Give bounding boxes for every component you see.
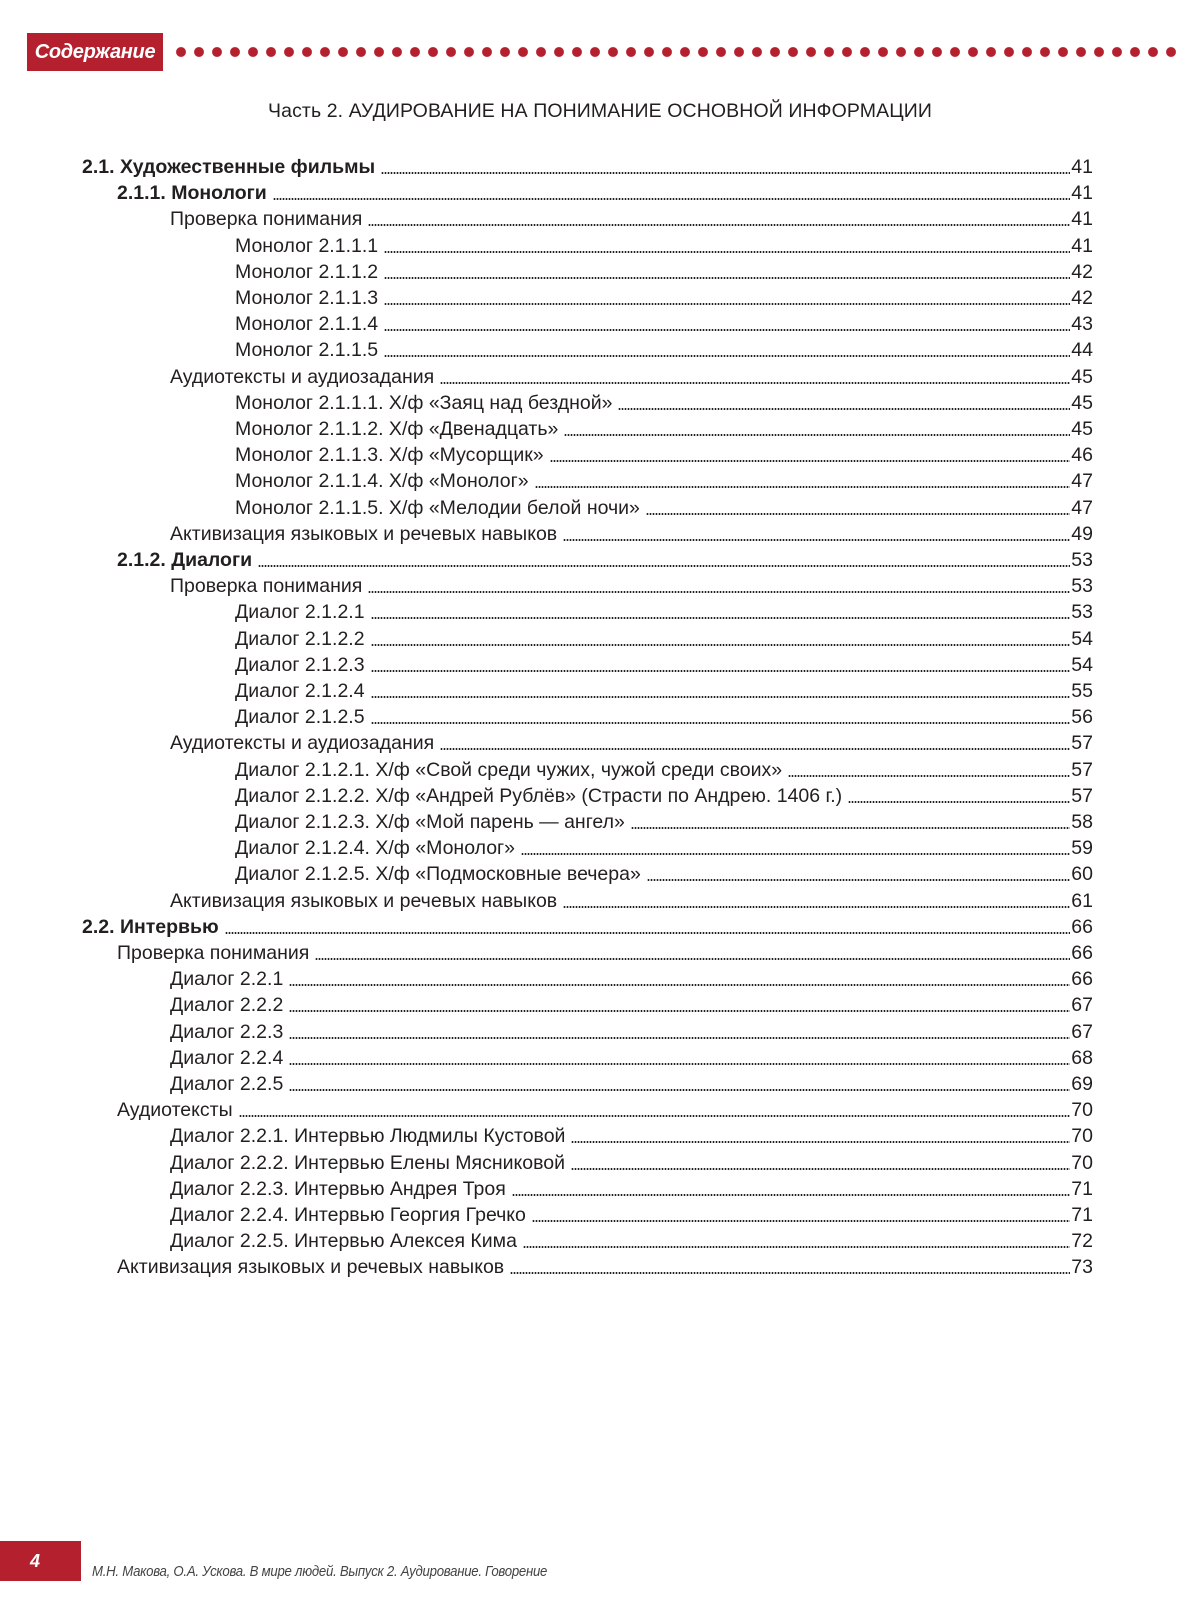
toc-entry-title: Аудиотексты <box>117 1099 233 1122</box>
toc-entry-title: Аудиотексты и аудиозадания <box>170 732 435 755</box>
toc-entry[interactable] <box>170 728 1093 755</box>
toc-entry-page: 43 <box>1071 313 1093 336</box>
toc-dot-leader <box>571 1141 1070 1143</box>
toc-dot-leader <box>440 748 1070 750</box>
toc-entry-page: 71 <box>1071 1204 1093 1226</box>
toc-entry-title: Монолог 2.1.1.5 <box>235 339 379 362</box>
toc-entry[interactable] <box>235 597 1093 624</box>
toc-entry[interactable] <box>235 650 1093 677</box>
toc-entry[interactable] <box>235 414 1093 441</box>
toc-entry-page: 42 <box>1071 287 1093 309</box>
toc-entry[interactable] <box>235 624 1093 651</box>
toc-entry-page: 53 <box>1071 549 1093 571</box>
toc-entry-title: 2.1. Художественные фильмы <box>82 156 376 178</box>
toc-dot-leader <box>384 303 1070 305</box>
toc-entry-page: 58 <box>1071 811 1093 833</box>
toc-entry[interactable] <box>235 440 1093 467</box>
toc-entry[interactable] <box>117 545 1093 572</box>
toc-entry[interactable] <box>235 493 1093 520</box>
toc-entry-page: 57 <box>1071 758 1093 781</box>
toc-entry-page: 73 <box>1071 1256 1093 1279</box>
toc-entry-title: Активизация языковых и речевых навыков <box>117 1256 505 1279</box>
toc-entry-title: Диалог 2.2.4. Интервью Георгия Гречко <box>170 1204 526 1226</box>
toc-entry-page: 61 <box>1071 889 1093 912</box>
header-dot-rule <box>172 46 1184 58</box>
toc-dot-leader <box>564 434 1070 436</box>
toc-entry-page: 69 <box>1071 1073 1093 1095</box>
toc-entry-page: 66 <box>1071 942 1093 964</box>
toc-entry-page: 45 <box>1071 391 1093 414</box>
toc-entry-title: 2.1.1. Монологи <box>117 182 267 205</box>
toc-entry-page: 41 <box>1071 208 1093 231</box>
toc-dot-leader <box>368 591 1070 593</box>
toc-dot-leader <box>523 1246 1070 1248</box>
toc-entry-title: Диалог 2.2.1. Интервью Людмилы Кустовой <box>170 1125 566 1148</box>
toc-entry-title: Диалог 2.1.2.5. Х/ф «Подмосковные вечера» <box>235 863 641 886</box>
toc-entry-page: 71 <box>1071 1177 1093 1200</box>
toc-entry-title: Диалог 2.1.2.3. Х/ф «Мой парень — ангел» <box>235 811 625 833</box>
toc-dot-leader <box>384 355 1070 357</box>
toc-dot-leader <box>289 1037 1070 1039</box>
toc-entry-title: Диалог 2.1.2.2. Х/ф «Андрей Рублёв» (Страсти по Андрею. 1406 г.) <box>235 784 843 807</box>
toc-entry-title: Проверка понимания <box>170 208 363 231</box>
toc-entry-title: Диалог 2.1.2.4 <box>235 680 365 702</box>
toc-entry[interactable] <box>82 152 1093 179</box>
toc-entry-title: Диалог 2.2.5 <box>170 1073 284 1095</box>
toc-entry[interactable] <box>170 204 1093 231</box>
toc-entry-page: 68 <box>1071 1046 1093 1069</box>
toc-entry-page: 55 <box>1071 680 1093 702</box>
toc-entry[interactable] <box>170 1226 1093 1253</box>
toc-entry-title: Проверка понимания <box>117 942 310 964</box>
toc-entry-page: 66 <box>1071 915 1093 938</box>
toc-dot-leader <box>512 1194 1071 1196</box>
toc-entry-page: 66 <box>1071 968 1093 991</box>
toc-entry-title: Монолог 2.1.1.1. Х/ф «Заяц над бездной» <box>235 391 613 414</box>
toc-dot-leader <box>273 198 1071 200</box>
toc-entry-title: Диалог 2.1.2.5 <box>235 706 365 729</box>
toc-entry-page: 70 <box>1071 1125 1093 1148</box>
toc-dot-leader <box>289 984 1070 986</box>
toc-entry[interactable] <box>235 755 1093 782</box>
toc-entry-title: Активизация языковых и речевых навыков <box>170 522 558 545</box>
toc-entry-page: 41 <box>1071 156 1093 178</box>
toc-entry[interactable] <box>117 1252 1093 1279</box>
toc-entry[interactable] <box>235 283 1093 310</box>
toc-dot-leader <box>646 513 1070 515</box>
toc-entry-title: Диалог 2.1.2.1. Х/ф «Свой среди чужих, чужой среди своих» <box>235 758 783 781</box>
toc-dot-leader <box>440 382 1070 384</box>
toc-dot-leader <box>521 853 1070 855</box>
toc-dot-leader <box>788 775 1070 777</box>
toc-entry-page: 49 <box>1071 522 1093 545</box>
toc-entry[interactable] <box>235 466 1093 493</box>
toc-entry[interactable] <box>170 1017 1093 1044</box>
toc-entry-title: Диалог 2.2.2. Интервью Елены Мясниковой <box>170 1151 565 1174</box>
toc-dot-leader <box>563 539 1070 541</box>
footer-book-reference: М.Н. Макова, О.А. Ускова. В мире людей. Выпуск 2. Аудирование. Говорение <box>92 1563 548 1580</box>
toc-entry[interactable] <box>117 938 1093 965</box>
toc-dot-leader <box>258 565 1070 567</box>
toc-entry[interactable] <box>235 309 1093 336</box>
toc-entry-page: 41 <box>1071 182 1093 205</box>
toc-entry-title: Проверка понимания <box>170 575 363 598</box>
toc-entry[interactable] <box>235 702 1093 729</box>
toc-entry-page: 70 <box>1071 1151 1093 1174</box>
toc-entry-page: 67 <box>1071 994 1093 1017</box>
toc-entry-page: 57 <box>1071 732 1093 755</box>
toc-entry-title: Диалог 2.1.2.2 <box>235 627 365 650</box>
part-title: Часть 2. АУДИРОВАНИЕ НА ПОНИМАНИЕ ОСНОВНОЙ ИНФОРМАЦИИ <box>268 100 932 122</box>
toc-dot-leader <box>631 827 1070 829</box>
toc-dot-leader <box>535 486 1071 488</box>
toc-dot-leader <box>371 617 1071 619</box>
toc-entry-title: Монолог 2.1.1.3. Х/ф «Мусорщик» <box>235 444 544 467</box>
toc-entry[interactable] <box>170 1200 1093 1227</box>
toc-entry-page: 53 <box>1071 575 1093 598</box>
toc-entry[interactable] <box>82 912 1093 939</box>
toc-entry-title: Монолог 2.1.1.2. Х/ф «Двенадцать» <box>235 418 559 440</box>
toc-entry-title: Диалог 2.2.5. Интервью Алексея Кима <box>170 1230 517 1253</box>
toc-dot-leader <box>315 958 1070 960</box>
toc-entry-page: 72 <box>1071 1230 1093 1253</box>
toc-dot-leader <box>647 879 1070 881</box>
toc-entry-title: Диалог 2.2.1 <box>170 968 284 991</box>
toc-dot-leader <box>384 277 1070 279</box>
toc-entry-page: 70 <box>1071 1099 1093 1122</box>
toc-dot-leader <box>225 932 1071 934</box>
toc-entry[interactable] <box>170 1148 1093 1175</box>
toc-entry-title: Монолог 2.1.1.5. Х/ф «Мелодии белой ночи» <box>235 496 640 519</box>
toc-entry-title: 2.2. Интервью <box>82 915 219 938</box>
toc-entry[interactable] <box>117 178 1093 205</box>
toc-entry-page: 56 <box>1071 706 1093 729</box>
toc-entry-page: 53 <box>1071 601 1093 624</box>
toc-entry-page: 54 <box>1071 653 1093 676</box>
toc-dot-leader <box>571 1168 1070 1170</box>
toc-entry[interactable] <box>235 807 1093 834</box>
toc-entry-title: Диалог 2.2.2 <box>170 994 284 1017</box>
toc-dot-leader <box>371 722 1071 724</box>
toc-entry[interactable] <box>235 781 1093 808</box>
toc-dot-leader <box>368 224 1070 226</box>
toc-entry-page: 45 <box>1071 418 1093 440</box>
toc-dot-leader <box>618 408 1070 410</box>
toc-entry[interactable] <box>170 990 1093 1017</box>
toc-entry-page: 57 <box>1071 784 1093 807</box>
toc-dot-leader <box>510 1272 1070 1274</box>
toc-entry-page: 67 <box>1071 1020 1093 1043</box>
toc-entry[interactable] <box>235 676 1093 703</box>
toc-entry[interactable] <box>170 519 1093 546</box>
toc-entry-title: Диалог 2.1.2.4. Х/ф «Монолог» <box>235 837 516 860</box>
toc-dot-leader <box>563 906 1070 908</box>
section-tab: Содержание <box>27 33 163 71</box>
toc-entry-page: 60 <box>1071 863 1093 886</box>
toc-entry-page: 44 <box>1071 339 1093 362</box>
toc-entry[interactable] <box>235 257 1093 284</box>
toc-entry-page: 45 <box>1071 365 1093 388</box>
toc-dot-leader <box>384 329 1070 331</box>
toc-entry-title: 2.1.2. Диалоги <box>117 549 253 571</box>
toc-entry-title: Монолог 2.1.1.3 <box>235 287 379 309</box>
toc-entry-title: Активизация языковых и речевых навыков <box>170 889 558 912</box>
toc-entry-title: Монолог 2.1.1.2 <box>235 260 379 283</box>
toc-entry[interactable] <box>170 571 1093 598</box>
toc-entry-title: Аудиотексты и аудиозадания <box>170 365 435 388</box>
toc-entry-title: Монолог 2.1.1.4 <box>235 313 379 336</box>
toc-entry-page: 46 <box>1071 444 1093 467</box>
toc-entry-page: 41 <box>1071 234 1093 257</box>
toc-entry-title: Монолог 2.1.1.4. Х/ф «Монолог» <box>235 470 529 493</box>
toc-entry-page: 59 <box>1071 837 1093 860</box>
toc-entry-title: Диалог 2.2.3. Интервью Андрея Троя <box>170 1177 506 1200</box>
toc-entry[interactable] <box>170 1069 1093 1096</box>
toc-entry-title: Диалог 2.1.2.3 <box>235 653 365 676</box>
toc-dot-leader <box>371 644 1071 646</box>
toc-entry[interactable] <box>170 362 1093 389</box>
toc-entry-title: Монолог 2.1.1.1 <box>235 234 379 257</box>
toc-entry[interactable] <box>235 833 1093 860</box>
toc-entry[interactable] <box>235 335 1093 362</box>
toc-entry-title: Диалог 2.1.2.1 <box>235 601 365 624</box>
toc-entry[interactable] <box>170 886 1093 913</box>
toc-entry[interactable] <box>170 964 1093 991</box>
toc-entry-page: 47 <box>1071 496 1093 519</box>
toc-entry[interactable] <box>117 1095 1093 1122</box>
toc-dot-leader <box>371 670 1071 672</box>
toc-dot-leader <box>381 172 1070 174</box>
toc-dot-leader <box>371 696 1071 698</box>
page-number: 4 <box>0 1541 81 1581</box>
toc-entry-page: 42 <box>1071 260 1093 283</box>
toc-dot-leader <box>289 1063 1070 1065</box>
toc-entry[interactable] <box>170 1043 1093 1070</box>
toc-entry[interactable] <box>235 388 1093 415</box>
toc-dot-leader <box>550 460 1071 462</box>
toc-entry-page: 47 <box>1071 470 1093 493</box>
toc-dot-leader <box>239 1115 1071 1117</box>
toc-dot-leader <box>289 1089 1070 1091</box>
toc-dot-leader <box>532 1220 1070 1222</box>
toc-entry-title: Диалог 2.2.4 <box>170 1046 284 1069</box>
toc-entry[interactable] <box>170 1174 1093 1201</box>
toc-entry-title: Диалог 2.2.3 <box>170 1020 284 1043</box>
toc-entry[interactable] <box>235 859 1093 886</box>
toc-dot-leader <box>289 1010 1070 1012</box>
toc-entry[interactable] <box>235 231 1093 258</box>
toc-entry[interactable] <box>170 1121 1093 1148</box>
toc-entry-page: 54 <box>1071 627 1093 650</box>
toc-dot-leader <box>384 251 1070 253</box>
toc-dot-leader <box>848 801 1070 803</box>
